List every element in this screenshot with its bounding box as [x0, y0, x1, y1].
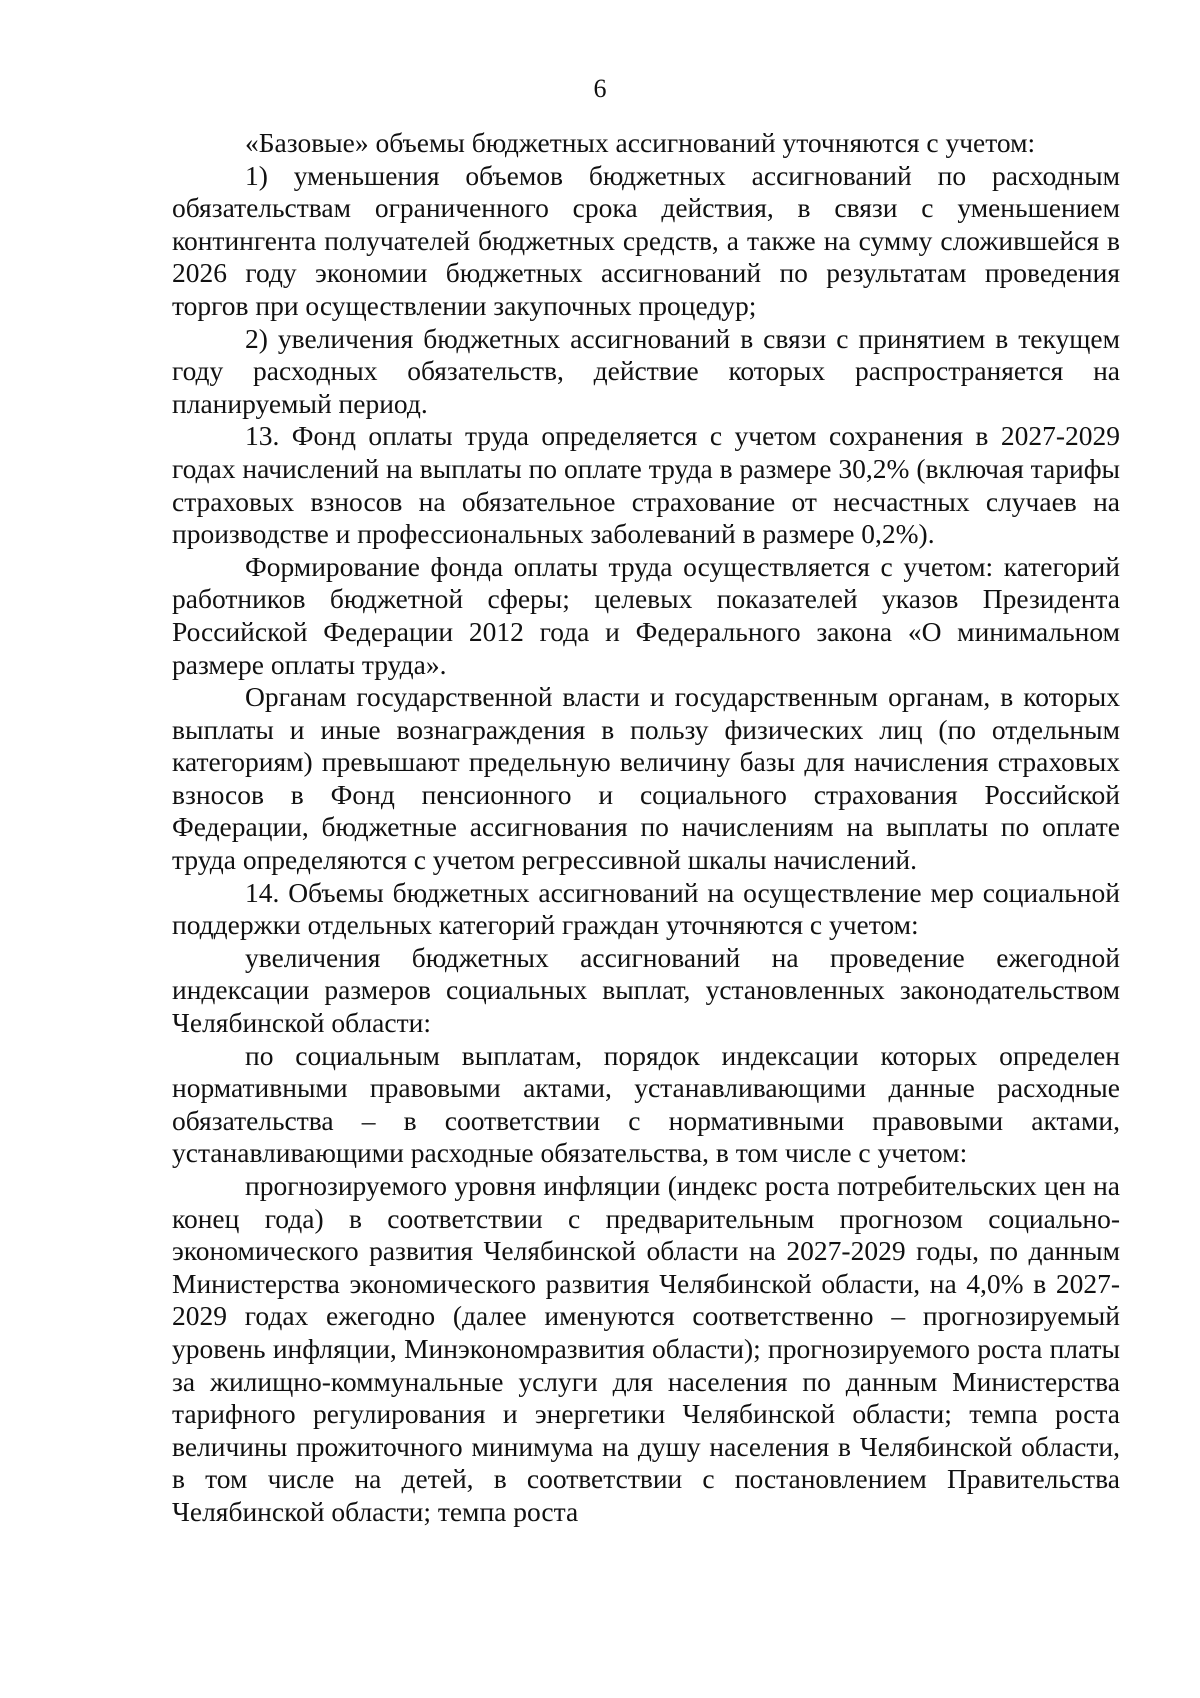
paragraph-indexation-increase: увеличения бюджетных ассигнований на проведение ежегодной индексации размеров социальных выплат, установленных законодательством Челябинской области:: [172, 941, 1120, 1039]
paragraph-base-volumes-intro: «Базовые» объемы бюджетных ассигнований уточняются с учетом:: [245, 127, 1036, 158]
document-body: [172, 127, 1120, 1529]
paragraph-item-2-increase: 2) увеличения бюджетных ассигнований в связи с принятием в текущем году расходных обязательств, действие которых распространяется на планируемый период.: [172, 322, 1120, 419]
paragraph-14-social-support: 14. Объемы бюджетных ассигнований на осуществление мер социальной поддержки отдельных категорий граждан уточняются с учетом:: [172, 876, 1120, 941]
paragraph-regressive-scale: Органам государственной власти и государственным органам, в которых выплаты и иные вознаграждения в пользу физических лиц (по отдельным категориям) превышают предельную величину базы для начисления страховых взносов в Фонд пенсионного и социального страхования Российской Федерации, бюджетные ассигнования по начислениям на выплаты по оплате труда определяются с учетом регрессивной шкалы начислений.: [172, 681, 1120, 876]
paragraph-item-1-decrease: 1) уменьшения объемов бюджетных ассигнований по расходным обязательствам ограниченного срока действия, в связи с уменьшением контингента получателей бюджетных средств, а также на сумму сложившейся в 2026 году экономии бюджетных ассигнований по результатам проведения торгов при осуществлении закупочных процедур;: [172, 159, 1120, 321]
paragraph-wage-fund-formation: Формирование фонда оплаты труда осуществляется с учетом: категорий работников бюджетной сферы; целевых показателей указов Президента Российской Федерации 2012 года и Федерального закона «О минимальном размере оплаты труда».: [172, 550, 1120, 680]
page-number: 6: [593, 74, 607, 103]
paragraph-inflation-forecast: прогнозируемого уровня инфляции (индекс роста потребительских цен на конец года) в соответствии с предварительным прогнозом социально-экономического развития Челябинской области на 2027-2029 годы, по данным Министерства экономического развития Челябинской области, на 4,0% в 2027-2029 годах ежегодно (далее именуются соответственно – прогнозируемый уровень инфляции, Минэкономразвития области); прогнозируемого роста платы за жилищно-коммунальные услуги для населения по данным Министерства тарифного регулирования и энергетики Челябинской области; темпа роста величины прожиточного минимума на душу населения в Челябинской области, в том числе на детей, в соответствии с постановлением Правительства Челябинской области; темпа роста: [172, 1170, 1120, 1527]
paragraph-13-wage-fund: 13. Фонд оплаты труда определяется с учетом сохранения в 2027-2029 годах начислений на выплаты по оплате труда в размере 30,2% (включая тарифы страховых взносов на обязательное страхование от несчастных случаев на производстве и профессиональных заболеваний в размере 0,2%).: [172, 420, 1120, 550]
paragraph-indexation-order: по социальным выплатам, порядок индексации которых определен нормативными правовыми актами, устанавливающими данные расходные обязательства – в соответствии с нормативными правовыми актами, устанавливающими расходные обязательства, в том числе с учетом:: [172, 1039, 1120, 1169]
